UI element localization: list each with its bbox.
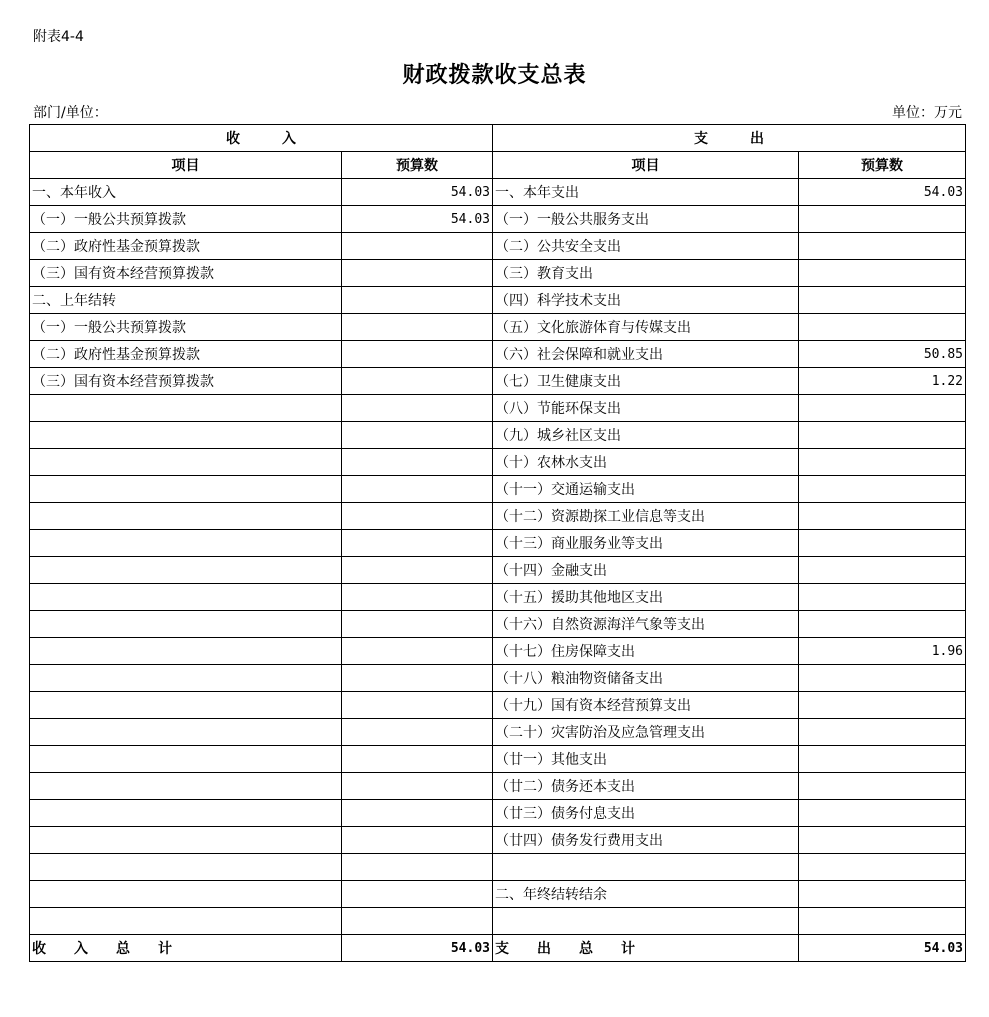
expense-item-cell: （十）农林水支出 <box>493 449 799 476</box>
table-row <box>30 881 966 908</box>
income-item-cell <box>30 422 342 449</box>
income-value-cell <box>342 827 493 854</box>
expense-value-cell <box>799 260 966 287</box>
table-row <box>30 557 966 584</box>
expense-value-cell <box>799 314 966 341</box>
income-item-cell: （一）一般公共预算拨款 <box>30 206 342 233</box>
income-budget-header: 预算数 <box>342 152 493 179</box>
expense-item-header: 项目 <box>493 152 799 179</box>
expense-item-cell: （廿三）债务付息支出 <box>493 800 799 827</box>
expense-item-cell: （六）社会保障和就业支出 <box>493 341 799 368</box>
income-item-cell <box>30 638 342 665</box>
income-item-cell: 二、上年结转 <box>30 287 342 314</box>
table-row <box>30 665 966 692</box>
income-value-cell <box>342 665 493 692</box>
income-value-cell <box>342 557 493 584</box>
table-row <box>30 773 966 800</box>
table-row <box>30 422 966 449</box>
table-row <box>30 503 966 530</box>
expense-item-cell: （十四）金融支出 <box>493 557 799 584</box>
income-item-cell <box>30 881 342 908</box>
expense-value-cell <box>799 584 966 611</box>
income-item-cell: （三）国有资本经营预算拨款 <box>30 260 342 287</box>
expense-value-cell: 1.22 <box>799 368 966 395</box>
income-value-cell <box>342 395 493 422</box>
income-item-header: 项目 <box>30 152 342 179</box>
table-row <box>30 368 966 395</box>
expense-item-cell: （七）卫生健康支出 <box>493 368 799 395</box>
expense-item-cell: （一）一般公共服务支出 <box>493 206 799 233</box>
table-row <box>30 260 966 287</box>
income-total-label: 收 入 总 计 <box>30 935 342 962</box>
table-row <box>30 908 966 935</box>
table-row <box>30 584 966 611</box>
income-item-cell <box>30 854 342 881</box>
expense-value-cell <box>799 287 966 314</box>
income-value-cell <box>342 584 493 611</box>
table-row <box>30 395 966 422</box>
expense-value-cell <box>799 746 966 773</box>
expense-value-cell <box>799 692 966 719</box>
department-label: 部门/单位： <box>33 105 108 121</box>
income-value-cell <box>342 638 493 665</box>
expense-item-cell: （十八）粮油物资储备支出 <box>493 665 799 692</box>
expense-item-cell: （廿四）债务发行费用支出 <box>493 827 799 854</box>
income-value-cell <box>342 719 493 746</box>
expense-item-cell: （十三）商业服务业等支出 <box>493 530 799 557</box>
income-value-cell <box>342 503 493 530</box>
table-row <box>30 827 966 854</box>
expense-item-cell <box>493 908 799 935</box>
table-row <box>30 719 966 746</box>
income-value-cell <box>342 881 493 908</box>
income-value-cell <box>342 368 493 395</box>
table-row <box>30 854 966 881</box>
expense-value-cell <box>799 449 966 476</box>
income-value-cell <box>342 422 493 449</box>
income-value-cell <box>342 233 493 260</box>
expense-value-cell <box>799 422 966 449</box>
expense-item-cell: （三）教育支出 <box>493 260 799 287</box>
expense-header: 支 出 <box>493 125 966 152</box>
expense-item-cell: 一、本年支出 <box>493 179 799 206</box>
expense-value-cell <box>799 719 966 746</box>
table-row <box>30 530 966 557</box>
section-header-row <box>30 125 966 152</box>
expense-value-cell <box>799 395 966 422</box>
income-value-cell <box>342 314 493 341</box>
expense-value-cell <box>799 557 966 584</box>
income-item-cell <box>30 503 342 530</box>
expense-value-cell <box>799 827 966 854</box>
income-value-cell <box>342 530 493 557</box>
expense-value-cell <box>799 530 966 557</box>
income-item-cell <box>30 800 342 827</box>
table-row <box>30 746 966 773</box>
expense-value-cell <box>799 854 966 881</box>
expense-item-cell: （二十）灾害防治及应急管理支出 <box>493 719 799 746</box>
income-value-cell <box>342 908 493 935</box>
expense-value-cell <box>799 206 966 233</box>
table-row <box>30 692 966 719</box>
expense-item-cell: （十九）国有资本经营预算支出 <box>493 692 799 719</box>
income-value-cell <box>342 449 493 476</box>
expense-value-cell <box>799 476 966 503</box>
income-item-cell <box>30 773 342 800</box>
expense-item-cell: （十二）资源勘探工业信息等支出 <box>493 503 799 530</box>
expense-value-cell <box>799 881 966 908</box>
expense-item-cell: （廿一）其他支出 <box>493 746 799 773</box>
expense-item-cell: （十七）住房保障支出 <box>493 638 799 665</box>
expense-value-cell <box>799 773 966 800</box>
income-value-cell <box>342 287 493 314</box>
table-row <box>30 179 966 206</box>
attachment-number: 附表4-4 <box>33 29 84 45</box>
expense-item-cell <box>493 854 799 881</box>
income-value-cell <box>342 341 493 368</box>
expense-item-cell: （五）文化旅游体育与传媒支出 <box>493 314 799 341</box>
income-item-cell <box>30 557 342 584</box>
income-item-cell <box>30 827 342 854</box>
table-row <box>30 287 966 314</box>
income-item-cell <box>30 395 342 422</box>
expense-value-cell <box>799 233 966 260</box>
total-row <box>30 935 966 962</box>
column-header-row <box>30 152 966 179</box>
income-item-cell <box>30 719 342 746</box>
expense-value-cell <box>799 665 966 692</box>
page-title: 财政拨款收支总表 <box>402 62 587 88</box>
unit-label: 单位：万元 <box>892 105 962 121</box>
expense-budget-header: 预算数 <box>799 152 966 179</box>
expense-item-cell: （廿二）债务还本支出 <box>493 773 799 800</box>
income-value-cell <box>342 773 493 800</box>
income-value-cell: 54.03 <box>342 179 493 206</box>
income-header: 收 入 <box>30 125 493 152</box>
expense-item-cell: （十一）交通运输支出 <box>493 476 799 503</box>
expense-item-cell: （八）节能环保支出 <box>493 395 799 422</box>
table-row <box>30 476 966 503</box>
income-value-cell <box>342 260 493 287</box>
income-item-cell: 一、本年收入 <box>30 179 342 206</box>
income-item-cell <box>30 611 342 638</box>
table-row <box>30 638 966 665</box>
expense-item-cell: （十六）自然资源海洋气象等支出 <box>493 611 799 638</box>
expense-value-cell: 54.03 <box>799 179 966 206</box>
table-row <box>30 449 966 476</box>
income-item-cell <box>30 908 342 935</box>
expense-item-cell: （十五）援助其他地区支出 <box>493 584 799 611</box>
table-row <box>30 341 966 368</box>
expense-item-cell: （九）城乡社区支出 <box>493 422 799 449</box>
expense-item-cell: （二）公共安全支出 <box>493 233 799 260</box>
income-item-cell <box>30 692 342 719</box>
expense-total-value: 54.03 <box>799 935 966 962</box>
income-item-cell <box>30 665 342 692</box>
income-item-cell: （三）国有资本经营预算拨款 <box>30 368 342 395</box>
expense-item-cell: （四）科学技术支出 <box>493 287 799 314</box>
income-total-value: 54.03 <box>342 935 493 962</box>
expense-value-cell <box>799 800 966 827</box>
income-value-cell <box>342 611 493 638</box>
expense-value-cell <box>799 908 966 935</box>
income-value-cell <box>342 854 493 881</box>
income-item-cell <box>30 530 342 557</box>
table-body <box>30 179 966 935</box>
income-item-cell: （一）一般公共预算拨款 <box>30 314 342 341</box>
expense-value-cell: 50.85 <box>799 341 966 368</box>
expense-value-cell <box>799 503 966 530</box>
budget-table <box>29 124 966 962</box>
table-row <box>30 800 966 827</box>
table-row <box>30 206 966 233</box>
expense-item-cell: 二、年终结转结余 <box>493 881 799 908</box>
income-item-cell <box>30 476 342 503</box>
table-row <box>30 611 966 638</box>
income-item-cell <box>30 584 342 611</box>
income-value-cell <box>342 800 493 827</box>
income-item-cell <box>30 449 342 476</box>
income-item-cell <box>30 746 342 773</box>
expense-value-cell <box>799 611 966 638</box>
income-value-cell: 54.03 <box>342 206 493 233</box>
expense-total-label: 支 出 总 计 <box>493 935 799 962</box>
income-item-cell: （二）政府性基金预算拨款 <box>30 341 342 368</box>
income-value-cell <box>342 746 493 773</box>
income-value-cell <box>342 692 493 719</box>
expense-value-cell: 1.96 <box>799 638 966 665</box>
income-value-cell <box>342 476 493 503</box>
table-row <box>30 314 966 341</box>
income-item-cell: （二）政府性基金预算拨款 <box>30 233 342 260</box>
table-row <box>30 233 966 260</box>
